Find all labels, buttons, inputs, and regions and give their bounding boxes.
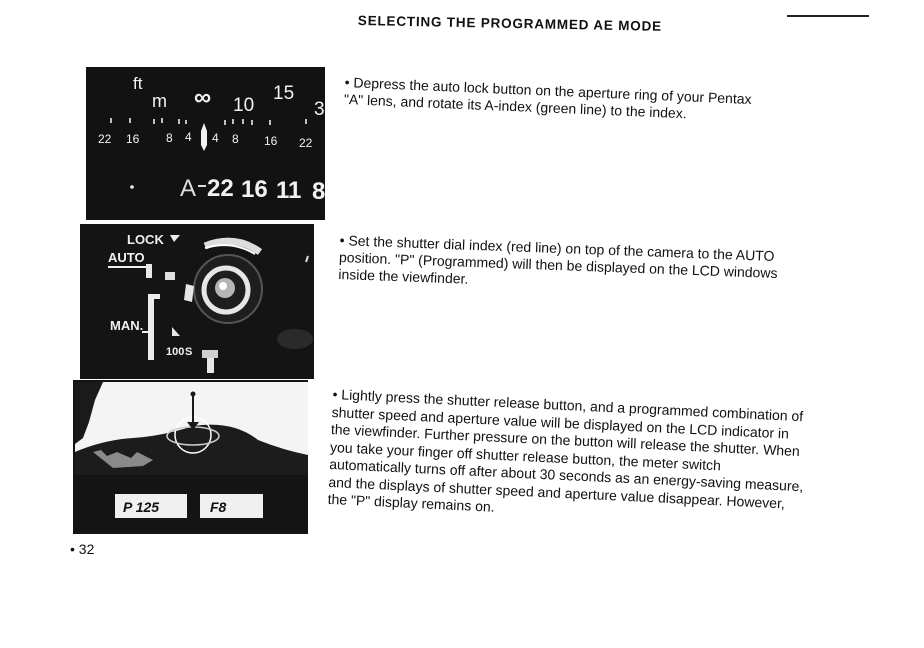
m-label: m [152,91,167,111]
dof-16-right: 16 [264,134,278,148]
a-index-label: A [180,175,197,202]
auto-label: AUTO [108,250,145,265]
viewfinder-photo [73,380,308,534]
dof-8-left: 8 [166,131,173,145]
pointer-dot [191,392,196,397]
instruction-1: • Depress the auto lock button on the aperture ring of your Pentax "A" lens, and rotate its A-index (green line) to the index. [344,74,775,126]
speed-s-label: S [185,346,193,358]
dof-22-left: 22 [98,132,112,146]
dial-peg [207,357,214,373]
instruction-3: • Lightly press the shutter release button, and a programmed combination of shutter speed and aperture value will be displayed on the LCD indicator in the viewfinder. Further pressure on the button will release the shutter. When you take your finger off shutter release button, the meter switch automatically turns off after about 30 seconds as an energy-saving measure, and the displays of shutter speed and aperture value disappear. However, the "P" display remains on. [327,386,807,531]
man-index-top [148,294,160,299]
lcd-shutter-readout: P 125 [123,499,160,515]
header-rule [787,15,869,17]
aperture-16: 16 [241,176,268,203]
viewfinder-illustration [73,380,308,534]
aperture-11: 11 [276,177,302,204]
lens-illustration [86,67,325,220]
shutter-dial-photo [80,224,314,379]
dof-4-right: 4 [212,131,219,145]
dot-marker [130,185,134,189]
dof-16-left: 16 [126,132,140,146]
lock-label: LOCK [127,232,164,247]
dof-8-right: 8 [232,132,239,146]
aperture-8: 8 [312,178,325,205]
auto-index-bar [146,264,152,278]
dof-4-left: 4 [185,130,192,144]
blur-shape [277,329,313,349]
dial-peg-cap [202,350,218,358]
distance-10: 10 [233,95,255,116]
man-label: MAN. [110,318,144,333]
dial-illustration [80,224,314,379]
infinity-label: ∞ [194,84,212,111]
instruction-2: • Set the shutter dial index (red line) on top of the camera to the AUTO position. "P" (Programmed) will then be displayed on the LCD windows inside the viewfinder. [338,232,810,300]
distance-3: 3 [314,99,325,120]
man-index-bar [148,294,154,360]
dof-22-right: 22 [299,136,313,150]
lcd-aperture-readout: F8 [210,499,227,515]
dial-tick [165,272,175,280]
lens-aperture-ring-photo [86,67,325,220]
ft-label: ft [133,74,143,93]
page-title: SELECTING THE PROGRAMMED AE MODE [357,13,663,34]
aperture-22: 22 [207,175,234,202]
speed-100-label: 100 [166,346,185,358]
dial-center-highlight [219,282,227,290]
page-number: • 32 [70,541,95,557]
distance-15: 15 [273,83,295,104]
